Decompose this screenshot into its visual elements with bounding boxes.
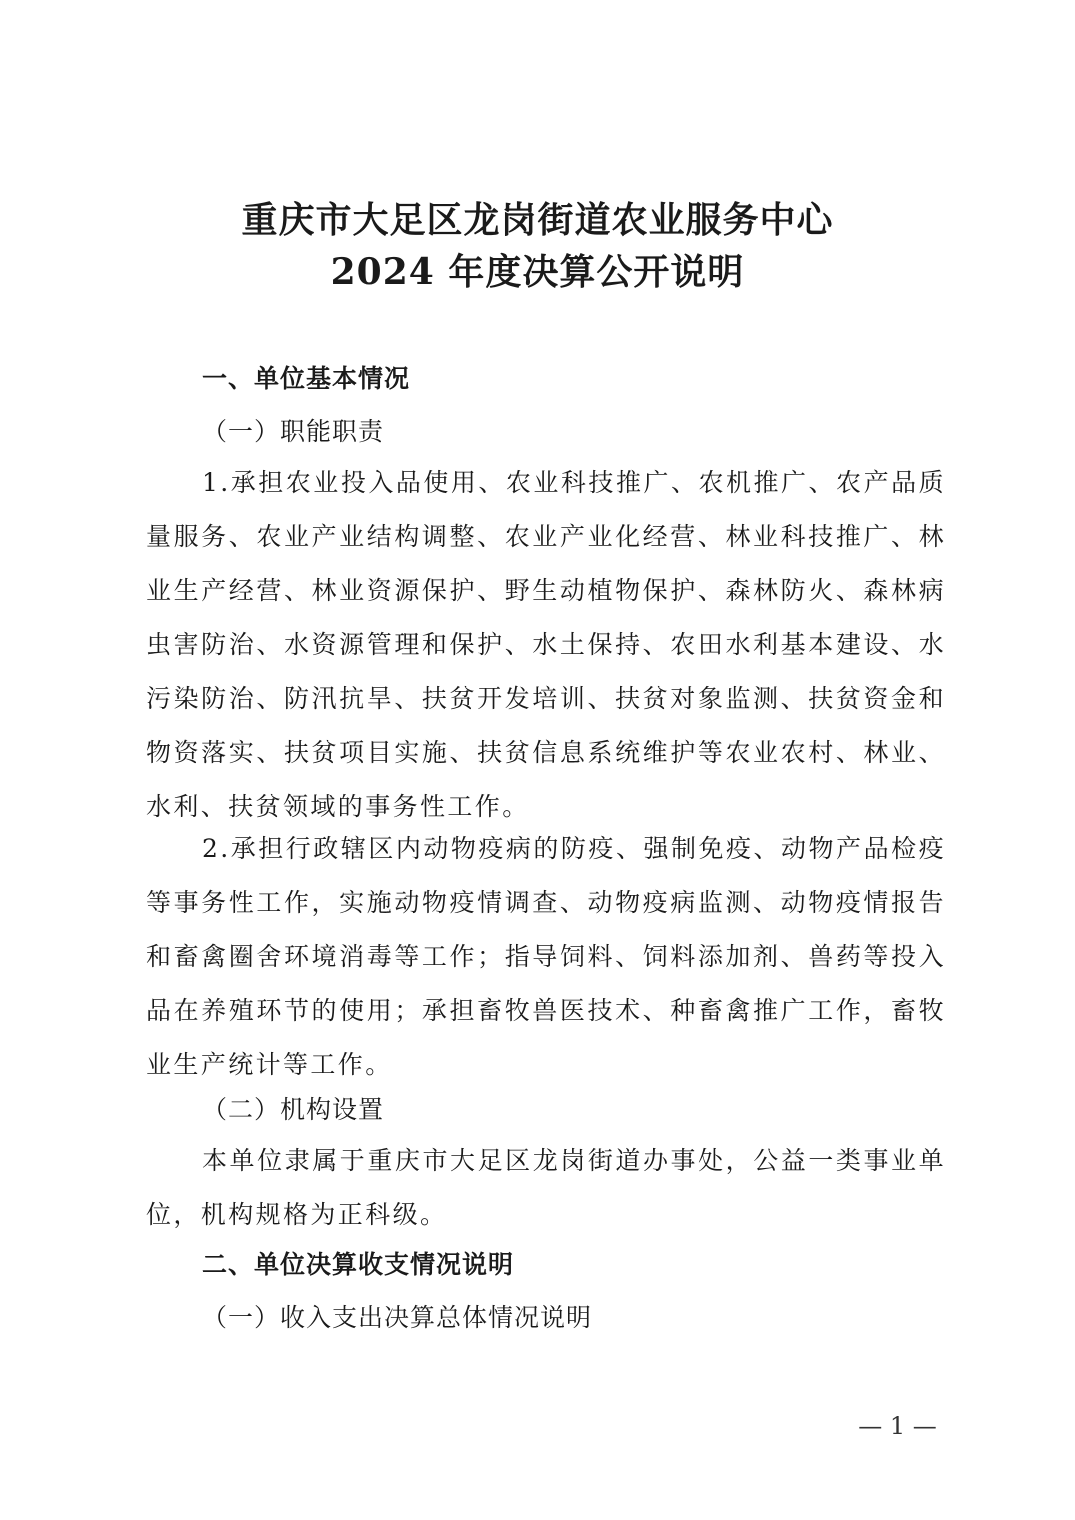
section2-heading: 二、单位决算收支情况说明 [202, 1250, 515, 1279]
section1-heading: 一、单位基本情况 [202, 364, 411, 393]
organization-paragraph: 本单位隶属于重庆市大足区龙岗街道办事处，公益一类事业单位，机构规格为正科级。 [146, 1146, 946, 1229]
document-title-line1: 重庆市大足区龙岗街道农业服务中心 [241, 199, 834, 241]
document-title-line2: 2024 年度决算公开说明 [330, 251, 745, 293]
section2-subheading-overview: （一）收入支出决算总体情况说明 [202, 1303, 593, 1332]
section1-subheading-organization: （二）机构设置 [202, 1095, 385, 1124]
duties-paragraph-2: 2.承担行政辖区内动物疫病的防疫、强制免疫、动物产品检疫等事务性工作，实施动物疫情调查、动物疫病监测、动物疫情报告和畜禽圈舍环境消毒等工作；指导饲料、饲料添加剂、兽药等投入品在养殖环节的使用；承担畜牧兽医技术、种畜禽推广工作，畜牧业生产统计等工作。 [146, 834, 946, 1079]
page-number: — 1 — [858, 1412, 937, 1440]
duties-paragraph-1: 1.承担农业投入品使用、农业科技推广、农机推广、农产品质量服务、农业产业结构调整、农业产业化经营、林业科技推广、林业生产经营、林业资源保护、野生动植物保护、森林防火、森林病虫害防治、水资源管理和保护、水土保持、农田水利基本建设、水污染防治、防汛抗旱、扶贫开发培训、扶贫对象监测、扶贫资金和物资落实、扶贫项目实施、扶贫信息系统维护等农业农村、林业、水利、扶贫领域的事务性工作。 [146, 468, 946, 821]
section1-subheading-duties: （一）职能职责 [202, 417, 385, 446]
